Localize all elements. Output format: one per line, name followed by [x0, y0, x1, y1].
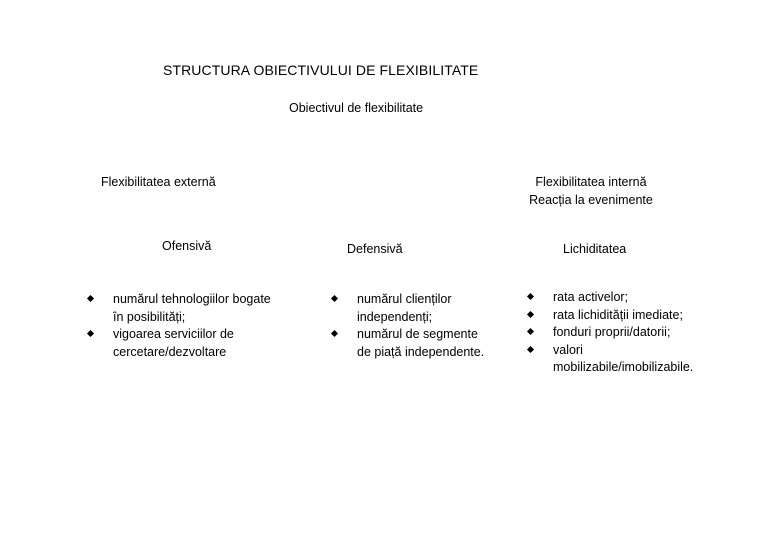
- defensive-node: Defensivă: [347, 242, 403, 256]
- defensive-list: [329, 291, 489, 361]
- liquidity-list: [525, 289, 725, 377]
- bullet-diamond-icon: [331, 330, 338, 337]
- list-item: rata activelor;: [525, 289, 725, 307]
- internal-flexibility-label: Flexibilitatea internă: [535, 175, 647, 189]
- list-item: rata lichidității imediate;: [525, 307, 725, 325]
- bullet-diamond-icon: [527, 293, 534, 300]
- offensive-node: Ofensivă: [162, 239, 212, 253]
- bullet-diamond-icon: [87, 295, 94, 302]
- bullet-diamond-icon: [527, 345, 534, 352]
- list-item: vigoarea serviciilor de cercetare/dezvoltare: [85, 326, 275, 361]
- list-item: numărul de segmente de piață independente.: [329, 326, 489, 361]
- page-title: STRUCTURA OBIECTIVULUI DE FLEXIBILITATE: [163, 62, 479, 78]
- list-item: valori mobilizabile/imobilizabile.: [525, 342, 725, 377]
- liquidity-node: Lichiditatea: [563, 242, 627, 256]
- root-node: Obiectivul de flexibilitate: [289, 101, 424, 115]
- external-flexibility-node: Flexibilitatea externă: [101, 175, 216, 189]
- event-reaction-label: Reacția la evenimente: [529, 193, 653, 207]
- bullet-diamond-icon: [527, 328, 534, 335]
- list-item: fonduri proprii/datorii;: [525, 324, 725, 342]
- list-item: numărul tehnologiilor bogate în posibilități;: [85, 291, 275, 326]
- bullet-diamond-icon: [87, 330, 94, 337]
- bullet-diamond-icon: [331, 295, 338, 302]
- internal-flexibility-node: [510, 173, 672, 209]
- bullet-diamond-icon: [527, 310, 534, 317]
- offensive-list: [85, 291, 275, 361]
- list-item: numărul clienților independenți;: [329, 291, 489, 326]
